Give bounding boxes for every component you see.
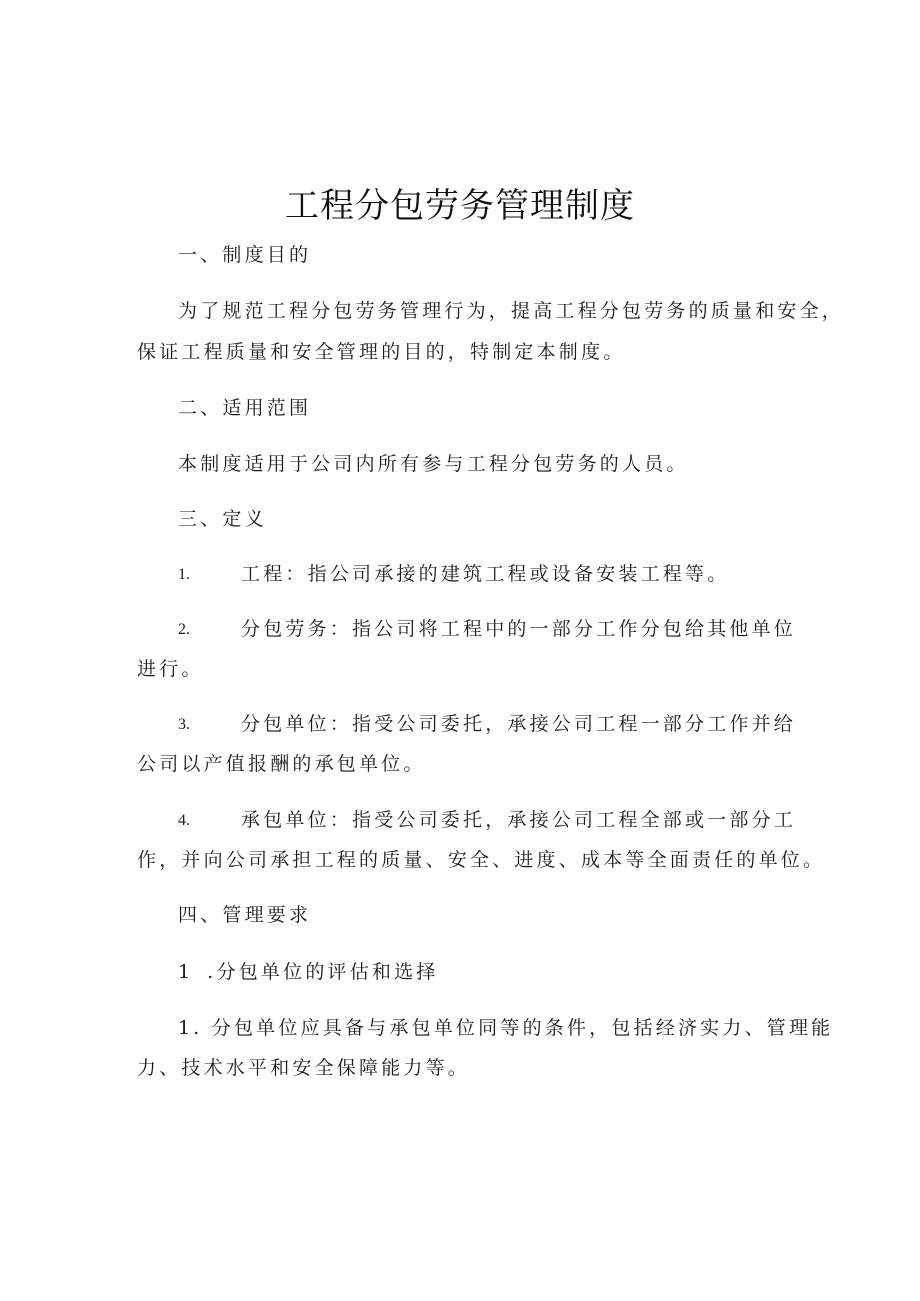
paragraph-line: 力、技术水平和安全保障能力等。: [137, 1057, 471, 1079]
subheading: [178, 959, 439, 985]
paragraph-line: 为了规范工程分包劳务管理行为，提高工程分包劳务的质量和安全，: [178, 300, 845, 322]
list-item-number: 1.: [178, 566, 190, 583]
subheading-text: .分包单位的评估和选择: [207, 961, 439, 983]
list-item-number: 3.: [178, 716, 190, 733]
section-heading-definitions: 三、定义: [178, 508, 267, 530]
definition-line: 公司以产值报酬的承包单位。: [137, 753, 426, 775]
page-title: 工程分包劳务管理制度: [285, 186, 635, 226]
definition-line: 作，并向公司承担工程的质量、安全、进度、成本等全面责任的单位。: [137, 849, 826, 871]
section-heading-scope: 二、适用范围: [178, 397, 312, 419]
paragraph-line: 保证工程质量和安全管理的目的，特制定本制度。: [137, 341, 626, 363]
definition-line: 承包单位：指受公司委托，承接公司工程全部或一部分工: [241, 809, 797, 831]
paragraph-line: 1. 分包单位应具备与承包单位同等的条件，包括经济实力、管理能: [178, 1017, 834, 1039]
section-heading-requirements: 四、管理要求: [178, 904, 312, 926]
definition-line: 工程：指公司承接的建筑工程或设备安装工程等。: [241, 563, 730, 585]
paragraph-line: 本制度适用于公司内所有参与工程分包劳务的人员。: [178, 453, 689, 475]
subheading-number: 1: [178, 961, 194, 983]
section-heading-purpose: 一、制度目的: [178, 244, 312, 266]
definition-line: 进行。: [137, 658, 204, 680]
list-item-number: 4.: [178, 812, 190, 829]
definition-line: 分包单位：指受公司委托，承接公司工程一部分工作并给: [241, 713, 797, 735]
list-item-number: 2.: [178, 621, 190, 638]
definition-line: 分包劳务：指公司将工程中的一部分工作分包给其他单位: [241, 618, 797, 640]
